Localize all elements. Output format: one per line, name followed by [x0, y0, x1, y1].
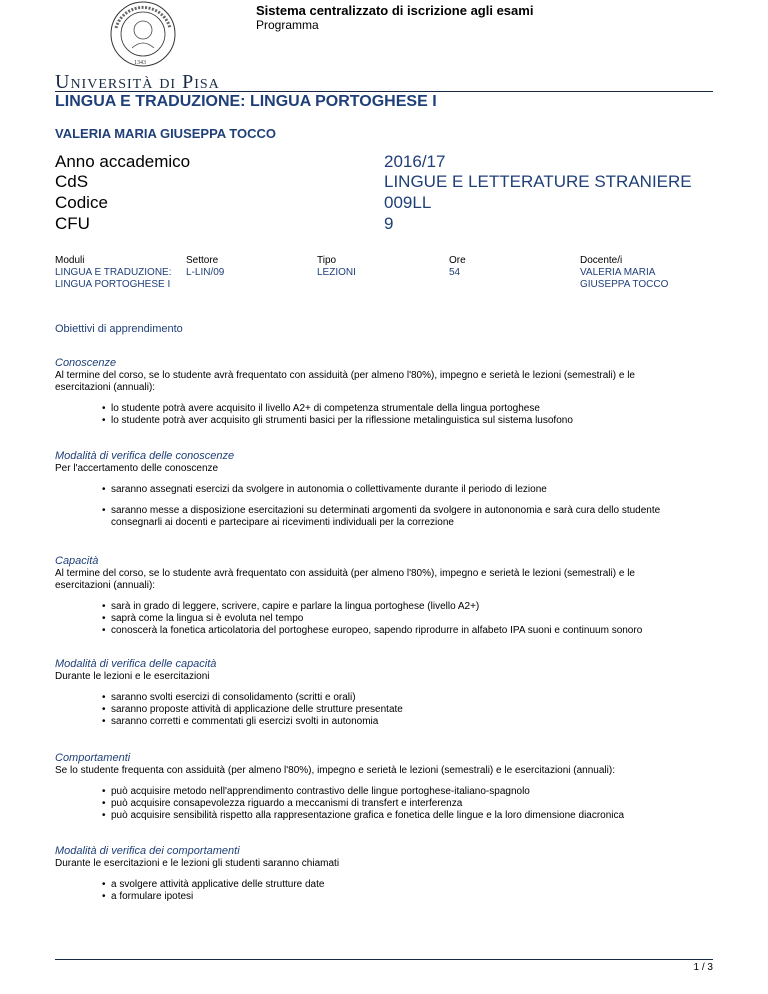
- bullet-list: [55, 484, 660, 529]
- info-key-cds: CdS: [55, 172, 89, 191]
- bullet-list: [55, 601, 642, 637]
- table-col-settore: [186, 255, 224, 279]
- list-item: • saranno svolti esercizi di consolidamento (scritti e orali): [55, 692, 403, 704]
- list-item: • lo studente potrà avere acquisito il livello A2+ di competenza strumentale della lingua portoghese: [55, 403, 635, 415]
- list-item: • può acquisire metodo nell'apprendimento contrastivo delle lingue portoghese-italiano-spagnolo: [55, 786, 624, 798]
- table-col-moduli: [55, 255, 172, 291]
- teacher-name: VALERIA MARIA GIUSEPPA TOCCO: [55, 126, 277, 141]
- bottom-divider: [55, 959, 713, 960]
- university-seal-logo: [104, 0, 182, 70]
- info-value-codice: 009LL: [384, 193, 432, 212]
- table-header-ore: Ore: [449, 255, 466, 266]
- list-item: • a svolgere attività applicative delle strutture date: [55, 879, 339, 891]
- info-value-cds: LINGUE E LETTERATURE STRANIERE: [384, 172, 692, 191]
- info-key-cfu: CFU: [55, 214, 90, 233]
- section-heading: Comportamenti: [55, 752, 131, 764]
- list-item: • lo studente potrà aver acquisito gli strumenti basici per la riflessione metalinguistica sul sistema lusofono: [55, 415, 635, 427]
- info-value-anno: 2016/17: [384, 152, 446, 171]
- top-divider: [55, 91, 713, 92]
- section-heading: Capacità: [55, 555, 99, 567]
- table-header-docenti: Docente/i: [580, 255, 623, 266]
- section-heading: Conoscenze: [55, 357, 117, 369]
- table-cell-moduli-1: LINGUA E TRADUZIONE:: [55, 267, 172, 278]
- list-item-line: saranno messe a disposizione esercitazioni su determinati argomenti da svolgere in autononomia e sarà cura dello studente: [111, 505, 661, 516]
- info-key-codice: Codice: [55, 193, 108, 212]
- section-capacita: [55, 555, 642, 637]
- system-title: Sistema centralizzato di iscrizione agli esami: [256, 3, 534, 18]
- list-item: • a formulare ipotesi: [55, 891, 339, 903]
- section-heading: Modalità di verifica delle capacità: [55, 658, 217, 670]
- section-comportamenti: [55, 752, 624, 822]
- table-col-docenti: [580, 255, 668, 291]
- table-col-ore: [449, 255, 466, 279]
- table-cell-docenti-2: GIUSEPPA TOCCO: [580, 279, 669, 290]
- table-cell-tipo: LEZIONI: [317, 267, 356, 278]
- bullet-list: [55, 403, 635, 427]
- section-text-line: Al termine del corso, se lo studente avrà frequentato con assiduità (per almeno l'80%), impegno e serietà le lezioni (semestrali) e le: [55, 568, 635, 579]
- list-item: [55, 505, 660, 529]
- section-verifica-conoscenze: [55, 450, 660, 529]
- list-item: • saprà come la lingua si è evoluta nel tempo: [55, 613, 642, 625]
- section-text: [55, 568, 642, 592]
- table-header-moduli: Moduli: [55, 255, 85, 266]
- section-text-line: esercitazioni (annuali):: [55, 580, 156, 591]
- section-conoscenze: [55, 357, 635, 427]
- list-item: • saranno corretti e commentati gli esercizi svolti in autonomia: [55, 716, 403, 728]
- objectives-heading: Obiettivi di apprendimento: [55, 323, 183, 335]
- table-col-tipo: [317, 255, 356, 279]
- university-name: Università di Pisa: [55, 71, 220, 93]
- page-number: 1 / 3: [693, 962, 713, 973]
- section-verifica-capacita: [55, 658, 403, 728]
- info-value-cfu: 9: [384, 214, 394, 233]
- section-text: Per l'accertamento delle conoscenze: [55, 463, 219, 474]
- table-cell-settore: L-LIN/09: [186, 267, 225, 278]
- course-title: LINGUA E TRADUZIONE: LINGUA PORTOGHESE I: [55, 93, 437, 110]
- list-item: • conoscerà la fonetica articolatoria del portoghese europeo, sapendo riprodurre in alfabeto IPA suoni e continuum sonoro: [55, 625, 642, 637]
- bullet-list: [55, 692, 403, 728]
- list-item-line: consegnarli ai docenti e partecipare ai ricevimenti individuali per la correzione: [111, 517, 454, 528]
- list-item: • sarà in grado di leggere, scrivere, capire e parlare la lingua portoghese (livello A2+): [55, 601, 642, 613]
- table-cell-ore: 54: [449, 267, 461, 278]
- info-key-anno: Anno accademico: [55, 152, 191, 171]
- svg-text:1343: 1343: [134, 60, 146, 66]
- section-text-line: Al termine del corso, se lo studente avrà frequentato con assiduità (per almeno l'80%), impegno e serietà le lezioni (semestrali) e le: [55, 370, 635, 381]
- section-heading: Modalità di verifica dei comportamenti: [55, 845, 240, 857]
- table-cell-docenti-1: VALERIA MARIA: [580, 267, 656, 278]
- section-text: Se lo studente frequenta con assiduità (per almeno l'80%), impegno e serietà le lezioni (semestrali) e le esercitazioni (annuali):: [55, 765, 615, 776]
- bullet-list: [55, 879, 339, 903]
- section-text: Durante le esercitazioni e le lezioni gli studenti saranno chiamati: [55, 858, 340, 869]
- table-header-tipo: Tipo: [317, 255, 337, 266]
- bullet-list: [55, 786, 624, 822]
- table-header-settore: Settore: [186, 255, 219, 266]
- section-text: Durante le lezioni e le esercitazioni: [55, 671, 210, 682]
- system-subtitle: Programma: [256, 18, 319, 32]
- list-item: • saranno proposte attività di applicazione delle strutture presentate: [55, 704, 403, 716]
- table-cell-moduli-2: LINGUA PORTOGHESE I: [55, 279, 171, 290]
- list-item: • può acquisire sensibilità rispetto alla rappresentazione grafica e fonetica delle lingue e la loro dimensione diacronica: [55, 810, 624, 822]
- section-text: [55, 370, 635, 394]
- section-text-line: esercitazioni (annuali):: [55, 382, 156, 393]
- section-heading: Modalità di verifica delle conoscenze: [55, 450, 235, 462]
- list-item: • saranno assegnati esercizi da svolgere in autonomia o collettivamente durante il periodo di lezione: [55, 484, 660, 496]
- section-verifica-comportamenti: [55, 845, 339, 903]
- list-item: • può acquisire consapevolezza riguardo a meccanismi di transfert e interferenza: [55, 798, 624, 810]
